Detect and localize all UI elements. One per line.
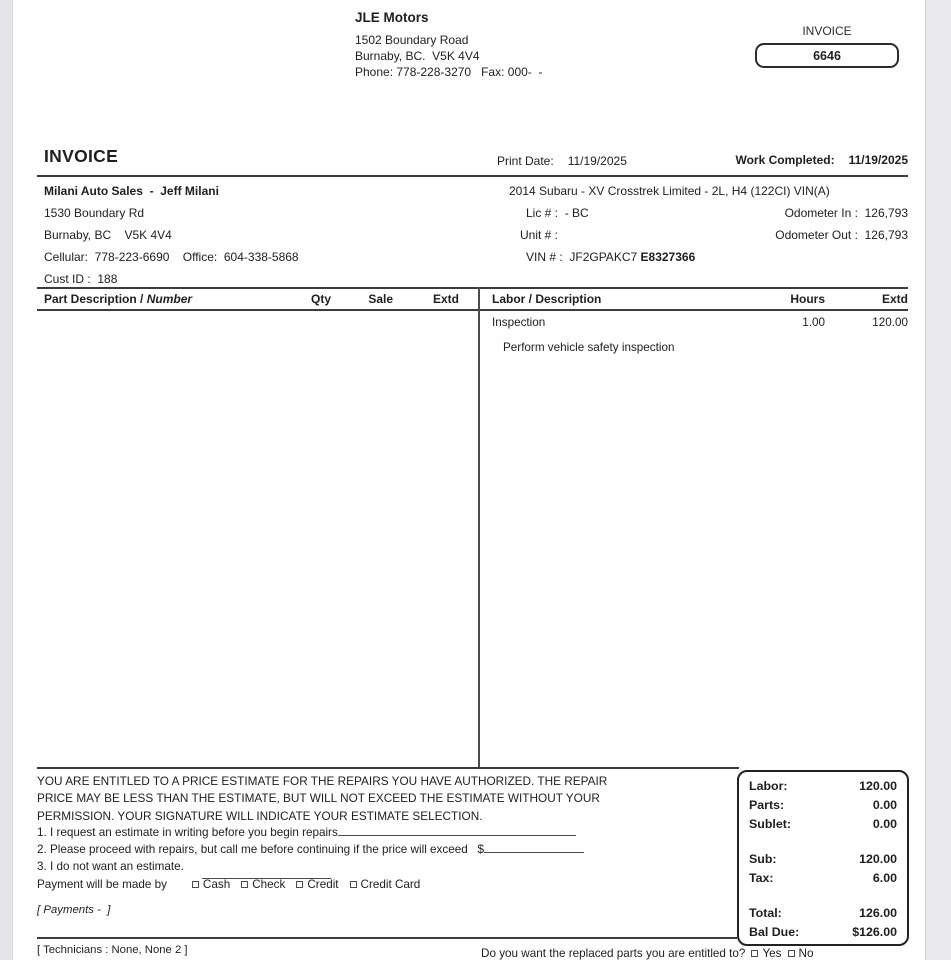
- lic-number: Lic # : - BC: [526, 206, 589, 220]
- estimate-option-1: 1. I request an estimate in writing before you begin repairs: [37, 826, 576, 839]
- shop-address-line1: 1502 Boundary Road: [355, 33, 469, 47]
- estimate-option-3: 3. I do not want an estimate.: [37, 860, 184, 873]
- table-column-divider: [478, 287, 480, 768]
- checkbox-icon: [788, 950, 795, 957]
- signature-line-1: [338, 826, 576, 836]
- labor-row-extd: 120.00: [872, 316, 908, 329]
- checkbox-icon: [350, 881, 357, 888]
- customer-address-line2: Burnaby, BC V5K 4V4: [44, 228, 172, 242]
- estimate-option-2: 2. Please proceed with repairs, but call me before continuing if the price will exceed $: [37, 843, 584, 856]
- work-completed: [735, 153, 908, 167]
- invoice-number: 6646: [813, 48, 841, 63]
- parts-header-qty: Qty: [310, 292, 331, 306]
- unit-number: Unit # :: [520, 228, 559, 242]
- checkbox-icon: [751, 950, 758, 957]
- checkbox-icon: [241, 881, 248, 888]
- print-date: [497, 154, 627, 168]
- totals-sublet: Sublet: 0.00: [749, 817, 897, 831]
- disclaimer-line-3: PERMISSION. YOUR SIGNATURE WILL INDICATE YOUR ESTIMATE SELECTION.: [37, 808, 483, 823]
- totals-sub: Sub: 120.00: [749, 852, 897, 866]
- work-completed-label: Work Completed:: [735, 153, 835, 167]
- replaced-parts-no: No: [788, 947, 814, 960]
- invoice-box-label: INVOICE: [802, 24, 852, 38]
- parts-header-description: Part Description / Number: [44, 292, 193, 306]
- shop-name: JLE Motors: [355, 10, 429, 25]
- print-date-value: 11/19/2025: [567, 154, 627, 168]
- payments-note: [ Payments - ]: [37, 904, 111, 916]
- invoice-number-box: [755, 43, 899, 68]
- vehicle-vin-row: [483, 246, 908, 268]
- labor-header-description: Labor / Description: [492, 292, 602, 306]
- totals-tax: Tax: 6.00: [749, 871, 897, 885]
- divider-footer: [37, 937, 737, 939]
- payment-option-credit: Credit: [296, 878, 338, 891]
- labor-row-description: Inspection: [492, 316, 546, 329]
- amount-line: [484, 843, 584, 853]
- totals-labor: Labor: 120.00: [749, 779, 897, 793]
- parts-table-header: [44, 292, 459, 306]
- invoice-document: [13, 0, 925, 960]
- customer-block: [44, 180, 299, 290]
- technicians-note: [ Technicians : None, None 2 ]: [37, 944, 188, 956]
- checkbox-icon: [296, 881, 303, 888]
- checkbox-icon: [192, 881, 199, 888]
- labor-table-header: [489, 292, 908, 306]
- replaced-parts-question: Do you want the replaced parts you are entitled to? Yes No: [481, 947, 814, 960]
- divider-table-bottom: [37, 767, 739, 769]
- vehicle-description: 2014 Subaru - XV Crosstrek Limited - 2L, H4 (122CI) VIN(A): [509, 184, 830, 198]
- payment-option-check: Check: [241, 878, 285, 891]
- parts-header-extd: Extd: [432, 292, 459, 306]
- page-edge-right: [925, 0, 951, 960]
- disclaimer-line-1: YOU ARE ENTITLED TO A PRICE ESTIMATE FOR THE REPAIRS YOU HAVE AUTHORIZED. THE REPAIR: [37, 774, 608, 788]
- shop-phone-fax: Phone: 778-228-3270 Fax: 000- -: [355, 65, 543, 79]
- parts-header-sale: Sale: [368, 292, 393, 306]
- payment-option-cash: Cash: [192, 878, 230, 891]
- divider-under-title: [37, 175, 908, 177]
- payment-option-credit-card: Credit Card: [350, 878, 421, 891]
- totals-box: [737, 770, 909, 946]
- odometer-out: Odometer Out : 126,793: [775, 228, 908, 242]
- page-edge-left: [0, 0, 13, 960]
- customer-id: Cust ID : 188: [44, 272, 118, 286]
- labor-header-hours: Hours: [790, 292, 825, 306]
- payment-label: Payment will be made by: [37, 878, 167, 891]
- shop-header: [355, 10, 542, 80]
- customer-address-line1: 1530 Boundary Rd: [44, 206, 145, 220]
- work-completed-value: 11/19/2025: [848, 153, 908, 167]
- print-date-label: Print Date:: [497, 154, 554, 168]
- odometer-in: Odometer In : 126,793: [784, 206, 908, 220]
- shop-address-line2: Burnaby, BC. V5K 4V4: [355, 49, 480, 63]
- totals-parts: Parts: 0.00: [749, 798, 897, 812]
- divider-under-customer: [37, 287, 908, 289]
- disclaimer-line-2: PRICE MAY BE LESS THAN THE ESTIMATE, BUT WILL NOT EXCEED THE ESTIMATE WITHOUT YOUR: [37, 791, 600, 806]
- payment-method-line: [37, 878, 420, 891]
- labor-row-note: Perform vehicle safety inspection: [503, 341, 675, 354]
- labor-row-hours: 1.00: [802, 316, 825, 329]
- customer-name: Milani Auto Sales - Jeff Milani: [44, 184, 219, 198]
- estimate-disclaimer: [37, 773, 677, 825]
- customer-phones: Cellular: 778-223-6690 Office: 604-338-5868: [44, 250, 299, 264]
- payment-options: [192, 878, 420, 891]
- vin-number: VIN # : JF2GPAKC7 E8327366: [526, 250, 696, 264]
- document-title: INVOICE: [44, 146, 119, 166]
- totals-total: Total: 126.00: [749, 906, 897, 920]
- labor-header-extd: Extd: [881, 292, 908, 306]
- labor-table-row: [489, 316, 908, 329]
- vehicle-unit-row: [483, 224, 908, 246]
- totals-bal-due: Bal Due: $126.00: [749, 925, 897, 939]
- vehicle-block: [483, 180, 908, 268]
- replaced-parts-yes: Yes: [751, 947, 781, 960]
- vehicle-lic-row: [483, 202, 908, 224]
- divider-under-table-header: [37, 309, 908, 311]
